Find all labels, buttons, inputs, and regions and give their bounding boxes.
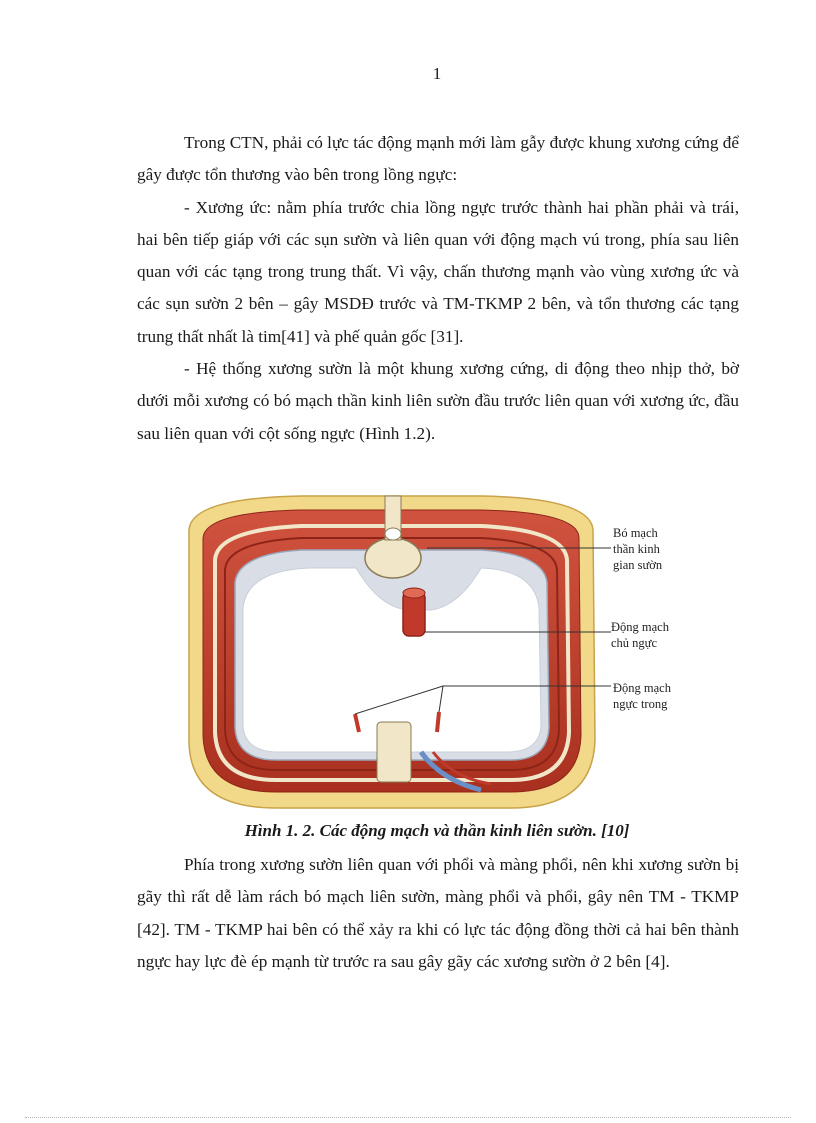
page-number: 1 xyxy=(432,64,442,83)
paragraph: Phía trong xương sườn liên quan với phổi và màng phổi, nên khi xương sườn bị gãy thì rất dễ làm rách bó mạch liên sườn, màng phổi và phổi, gây nên TM - TKMP [42]. TM - TKMP hai bên có thể xảy ra khi có lực tác động đồng thời cả hai bên thành ngực hay lực đè ép mạnh từ trước ra sau gây gãy các xương sườn ở 2 bên [4]. xyxy=(137,855,739,971)
body-text-top xyxy=(137,127,739,450)
paragraph: - Hệ thống xương sườn là một khung xương cứng, di động theo nhịp thở, bờ dưới mỗi xương có bó mạch thần kinh liên sườn đầu trước liên quan với xương ức, đầu sau liên quan với cột sống ngực (Hình 1.2). xyxy=(137,359,739,443)
paragraph: - Xương ức: nằm phía trước chia lồng ngực trước thành hai phần phải và trái, hai bên tiếp giáp với các sụn sườn và liên quan với động mạch vú trong, phía sau liên quan với các tạng trong trung thất. Vì vậy, chấn thương mạnh vào vùng xương ức và các sụn sườn 2 bên – gây MSDĐ trước và TM-TKMP 2 bên, và tổn thương các tạng trung thất nhất là tim[41] và phế quản gốc [31]. xyxy=(137,197,739,346)
page-bottom-divider xyxy=(25,1117,791,1118)
anatomy-figure xyxy=(181,490,701,810)
figure-caption: Hình 1. 2. Các động mạch và thần kinh liên sườn. [10] xyxy=(244,821,630,840)
label-intercostal-neurovascular-bundle: Bó mạch thần kinh gian sườn xyxy=(613,526,663,572)
body-text-bottom xyxy=(137,849,739,978)
label-thoracic-aorta: Động mạch chủ ngực xyxy=(611,620,669,650)
label-internal-thoracic-artery: Động mạch ngực trong xyxy=(613,681,671,711)
paragraph: Trong CTN, phải có lực tác động mạnh mới làm gẫy được khung xương cứng để gây được tổn thương vào bên trong lồng ngực: xyxy=(137,133,739,185)
